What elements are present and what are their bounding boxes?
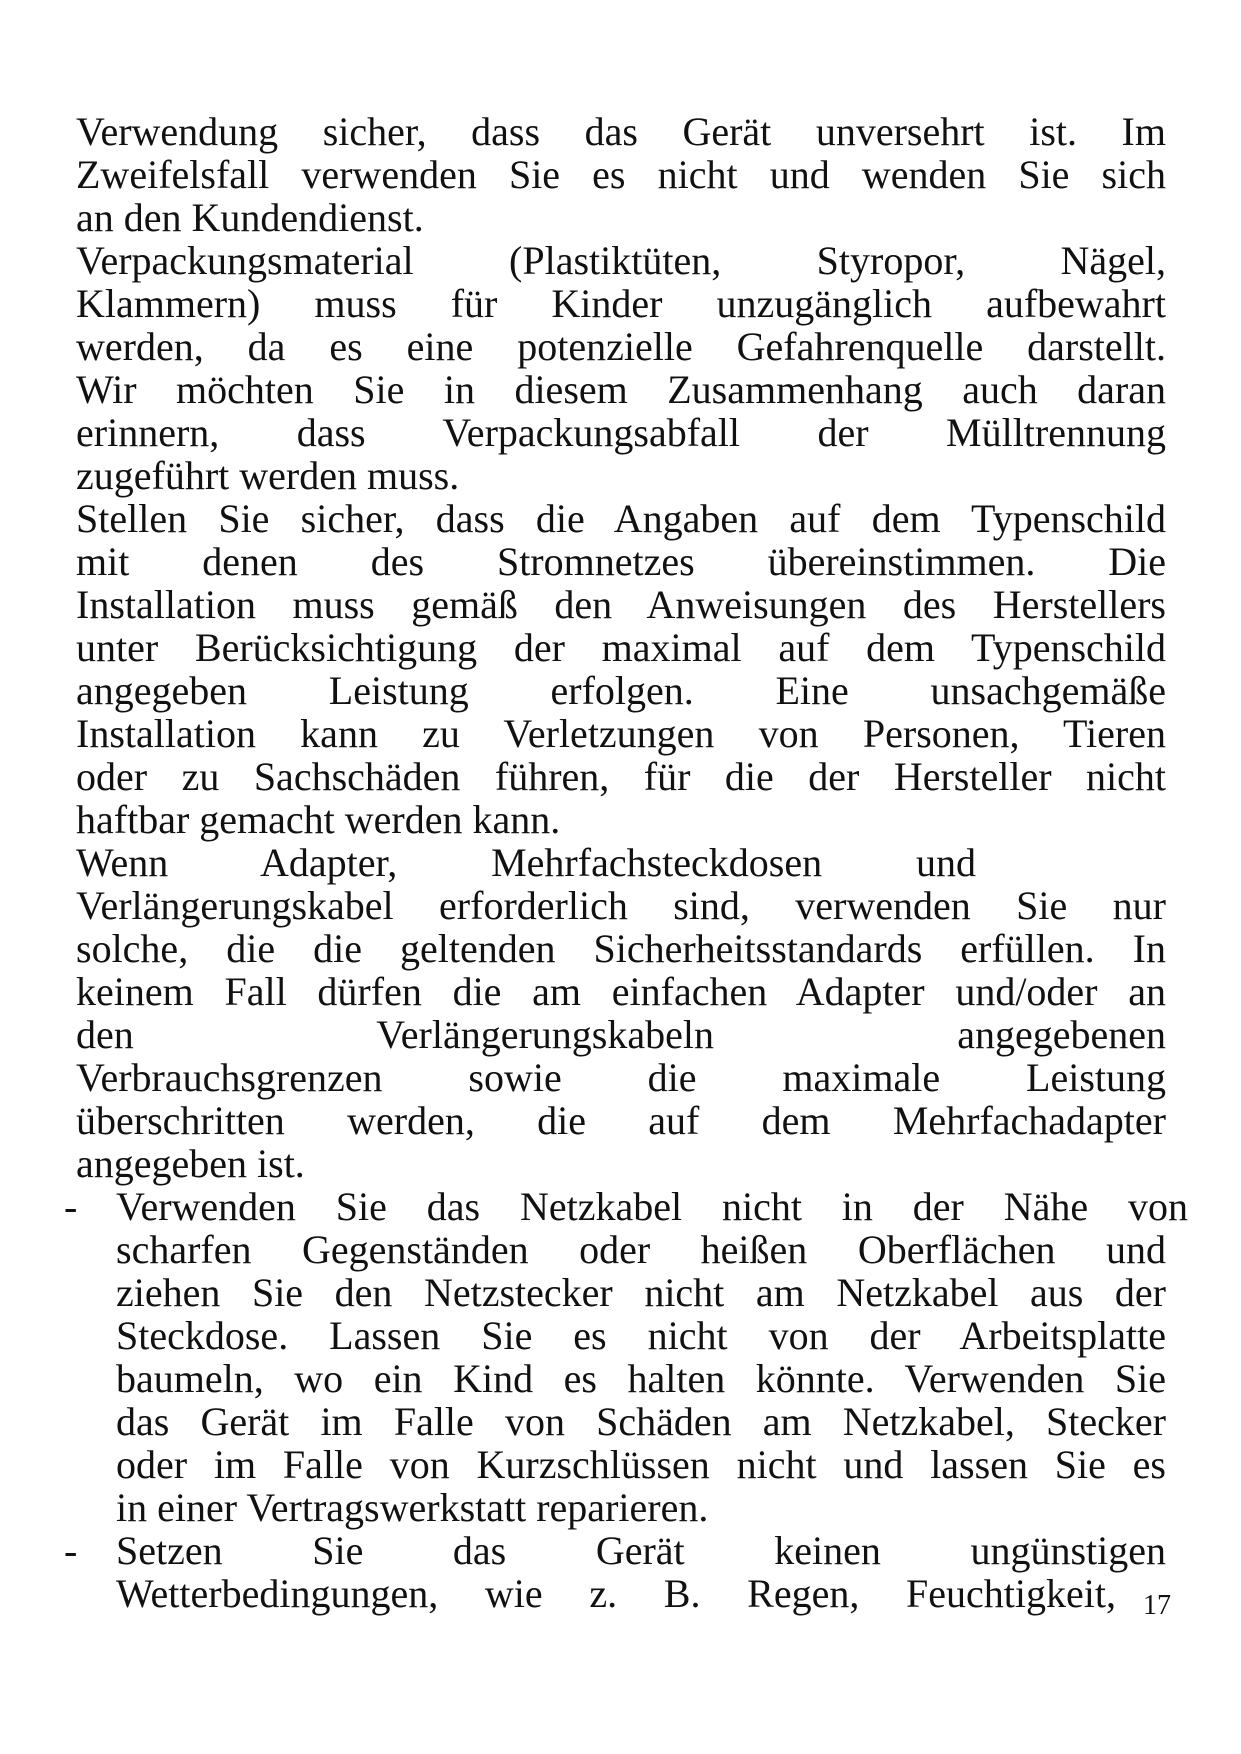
text-line: Zweifelsfall verwenden Sie es nicht und wenden Sie sich — [76, 152, 1166, 197]
text-line: Steckdose. Lassen Sie es nicht von der Arbeitsplatte — [116, 1313, 1166, 1358]
text-line: Verwendung sicher, dass das Gerät unversehrt ist. Im — [76, 109, 1166, 154]
text-line: mit denen des Stromnetzes übereinstimmen. Die — [76, 539, 1166, 584]
text-line: oder zu Sachschäden führen, für die der Hersteller nicht — [76, 754, 1166, 799]
text-line: Installation muss gemäß den Anweisungen des Herstellers — [76, 582, 1166, 627]
text-line: Klammern) muss für Kinder unzugänglich aufbewahrt — [76, 281, 1166, 326]
text-line: den Verlängerungskabeln angegebenen — [76, 1012, 1166, 1057]
text-line: angegeben ist. — [76, 1141, 305, 1186]
text-line: erinnern, dass Verpackungsabfall der Mülltrennung — [76, 410, 1166, 455]
text-line: Verlängerungskabel erforderlich sind, verwenden Sie nur — [76, 883, 1166, 928]
text-line: Wenn Adapter, Mehrfachsteckdosen und — [76, 840, 976, 885]
bullet-dash: - — [64, 1528, 78, 1573]
text-line: keinem Fall dürfen die am einfachen Adapter und/oder an — [76, 969, 1166, 1014]
text-line: Verwenden Sie das Netzkabel nicht in der Nähe von — [116, 1184, 1188, 1229]
page-number: 17 — [1143, 1590, 1171, 1621]
text-line: Verpackungsmaterial (Plastiktüten, Styropor, Nägel, — [76, 238, 1166, 283]
text-line: Stellen Sie sicher, dass die Angaben auf dem Typenschild — [76, 496, 1166, 541]
text-line: werden, da es eine potenzielle Gefahrenquelle darstellt. — [76, 324, 1166, 369]
text-line: solche, die die geltenden Sicherheitsstandards erfüllen. In — [76, 926, 1166, 971]
text-line: ziehen Sie den Netzstecker nicht am Netzkabel aus der — [116, 1270, 1166, 1315]
text-line: das Gerät im Falle von Schäden am Netzkabel, Stecker — [116, 1399, 1166, 1444]
text-line: oder im Falle von Kurzschlüssen nicht und lassen Sie es — [116, 1442, 1166, 1487]
bullet-dash: - — [64, 1184, 78, 1229]
text-line: an den Kundendienst. — [76, 195, 424, 240]
text-line: angegeben Leistung erfolgen. Eine unsachgemäße — [76, 668, 1166, 713]
text-line: baumeln, wo ein Kind es halten könnte. Verwenden Sie — [116, 1356, 1166, 1401]
text-line: zugeführt werden muss. — [76, 453, 460, 498]
text-line: Verbrauchsgrenzen sowie die maximale Leistung — [76, 1055, 1166, 1100]
text-line: Wetterbedingungen, wie z. B. Regen, Feuchtigkeit, — [116, 1571, 1116, 1616]
text-line: Setzen Sie das Gerät keinen ungünstigen — [116, 1528, 1166, 1573]
text-line: überschritten werden, die auf dem Mehrfachadapter — [76, 1098, 1166, 1143]
text-line: Installation kann zu Verletzungen von Personen, Tieren — [76, 711, 1166, 756]
text-line: in einer Vertragswerkstatt reparieren. — [116, 1485, 709, 1530]
text-line: scharfen Gegenständen oder heißen Oberflächen und — [116, 1227, 1166, 1272]
text-line: haftbar gemacht werden kann. — [76, 797, 561, 842]
text-line: Wir möchten Sie in diesem Zusammenhang auch daran — [76, 367, 1166, 412]
text-line: unter Berücksichtigung der maximal auf dem Typenschild — [76, 625, 1166, 670]
